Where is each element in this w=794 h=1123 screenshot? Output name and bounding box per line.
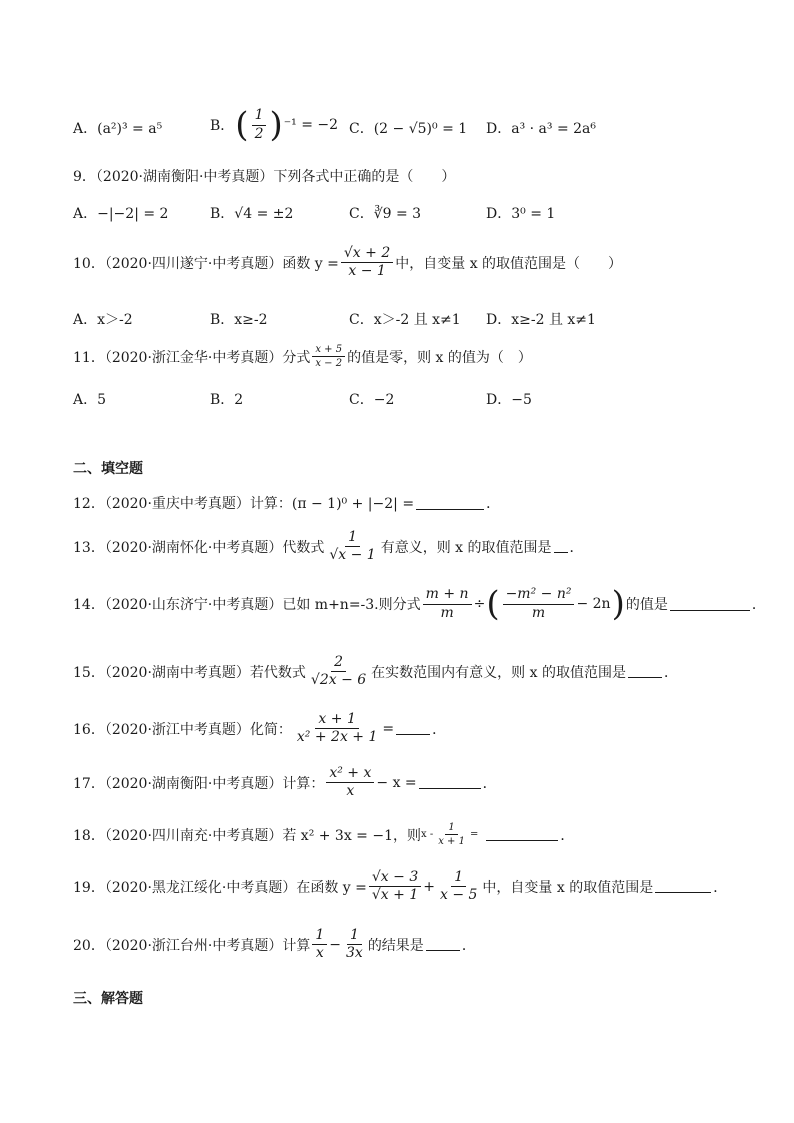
fraction-numerator: x + 1 [315, 712, 358, 729]
q19-stem [73, 870, 727, 904]
q13-suffix: 有意义，则 x 的取值范围是 [380, 539, 552, 556]
q12-end: ． [486, 496, 501, 512]
q16-stem [73, 712, 446, 746]
q15-end: ． [663, 664, 678, 681]
fraction-numerator: 1 [252, 108, 267, 125]
fraction-numerator: m + n [423, 587, 472, 604]
q13-stem [73, 530, 584, 564]
q11-option-d: D．−5 [486, 392, 532, 408]
q14-fraction-2 [503, 587, 575, 621]
q16-eq: = [382, 720, 395, 737]
q15-prefix: 15．（2020·湖南中考真题）若代数式 [73, 664, 306, 681]
q10-prefix: 10．（2020·四川遂宁·中考真题）函数 y = [73, 255, 339, 272]
q15-fraction [308, 655, 369, 689]
q8-option-b-tail: ⁻¹ = −2 [283, 117, 339, 133]
q20-prefix: 20．（2020·浙江台州·中考真题）计算 [73, 937, 311, 954]
q16-fraction [294, 712, 380, 746]
q14-end: ． [751, 597, 766, 613]
fraction-denominator: √x + 1 [371, 887, 419, 904]
fraction-numerator: 1 [347, 928, 362, 945]
fraction-denominator: m [531, 604, 546, 621]
q8-option-d: D．a³ · a³ = 2a⁶ [486, 121, 596, 137]
q14-prefix: 14．（2020·山东济宁·中考真题）已如 m+n=-3.则分式 [73, 597, 421, 613]
q9-stem: 9．（2020·湖南衡阳·中考真题）下列各式中正确的是（ ） [73, 169, 456, 185]
answer-blank[interactable] [416, 497, 484, 510]
q16-prefix: 16．（2020·浙江中考真题）化简： [73, 721, 292, 738]
q14-fraction-1 [423, 587, 472, 621]
q18-small-x: x - [421, 829, 434, 840]
q15-suffix: 在实数范围内有意义，则 x 的取值范围是 [371, 664, 626, 681]
q14-tail: − 2n [576, 596, 611, 612]
q11-option-b: B．2 [210, 392, 244, 408]
q9-option-c: C．∛9 = 3 [349, 206, 422, 222]
fraction-numerator: x² + x [326, 766, 374, 783]
q18-prefix: 18．（2020·四川南充·中考真题）若 x² + 3x = −1，则 [73, 827, 422, 844]
q15-stem [73, 655, 678, 689]
q10-fraction [341, 246, 393, 280]
q17-tail: − x = [376, 774, 417, 791]
fraction-denominator: x [315, 945, 324, 962]
q19-plus: + [423, 878, 435, 895]
q16-end: ． [432, 721, 447, 738]
fraction-denominator: m [440, 604, 454, 621]
q18-end: ． [560, 827, 575, 844]
q10-stem [73, 246, 622, 280]
fraction-denominator: √2x − 6 [310, 672, 367, 689]
q9-option-b: B．√4 = ±2 [210, 206, 294, 222]
fraction-denominator: x [346, 783, 355, 800]
q20-suffix: 的结果是 [367, 937, 424, 954]
fraction-denominator: x − 1 [348, 263, 386, 280]
q10-suffix: 中，自变量 x 的取值范围是（ ） [395, 255, 623, 272]
fraction-denominator: 3x [346, 945, 363, 962]
q19-fraction-1 [369, 870, 421, 904]
q19-fraction-2 [437, 870, 480, 904]
answer-blank[interactable] [419, 776, 481, 789]
answer-blank[interactable] [554, 540, 568, 553]
fraction-numerator: 1 [445, 822, 457, 835]
fraction-numerator: √x + 2 [341, 246, 393, 263]
q17-stem [73, 766, 497, 800]
q20-end: ． [461, 937, 476, 954]
q10-option-c: C．x＞-2 且 x≠1 [349, 312, 461, 328]
q11-suffix: 的值是零，则 x 的值为（ ） [347, 349, 532, 366]
q13-end: ． [569, 539, 584, 556]
fraction-denominator: x + 1 [438, 836, 465, 847]
q18-eq: = [469, 829, 479, 840]
section-heading-solve: 三、解答题 [73, 991, 143, 1007]
fraction-numerator: x + 5 [312, 344, 345, 357]
q20-stem [73, 928, 476, 962]
q14-stem: 14．（2020·山东济宁·中考真题）已如 m+n=-3.则分式 $\frac{m + n}{m}$ ÷ ( $\frac{\text{−m² − n²}}{m}$ − 2n ) 的值是 ． [73, 584, 766, 624]
q17-prefix: 17．（2020·湖南衡阳·中考真题）计算： [73, 775, 325, 792]
q20-minus: − [329, 936, 341, 953]
q14-div: ÷ [473, 596, 486, 612]
q20-fraction-1 [312, 928, 327, 962]
fraction-numerator: −m² − n² [503, 587, 575, 604]
q11-option-c: C．−2 [349, 392, 395, 408]
q13-fraction [326, 530, 378, 564]
fraction-denominator: x − 2 [315, 358, 343, 369]
answer-blank[interactable] [655, 880, 711, 893]
q13-prefix: 13．（2020·湖南怀化·中考真题）代数式 [73, 539, 325, 556]
q9-option-a: A．−|−2| = 2 [73, 206, 169, 222]
q11-fraction [312, 344, 345, 369]
q9-option-d: D．3⁰ = 1 [486, 206, 556, 222]
q10-option-a: A．x＞-2 [73, 312, 133, 328]
fraction-denominator: 2 [254, 125, 264, 142]
q11-prefix: 11．（2020·浙江金华·中考真题）分式 [73, 349, 311, 366]
fraction-numerator: √x − 3 [369, 870, 421, 887]
answer-blank[interactable] [628, 665, 662, 678]
fraction-numerator: 1 [345, 530, 360, 547]
fraction-denominator: x² + 2x + 1 [296, 729, 378, 746]
section-heading-fill-blank: 二、填空题 [73, 461, 143, 477]
answer-blank[interactable] [486, 828, 558, 841]
q12-text: 12．（2020·重庆中考真题）计算：(π − 1)⁰ + |−2| = [73, 496, 415, 512]
fraction-denominator: x − 5 [439, 887, 478, 904]
fraction-numerator: 1 [451, 870, 466, 887]
q17-fraction [326, 766, 374, 800]
q18-stem [73, 822, 574, 847]
answer-blank[interactable] [396, 722, 430, 735]
fraction-denominator: √x − 1 [329, 547, 376, 564]
answer-blank[interactable] [426, 938, 460, 951]
answer-blank[interactable] [670, 598, 750, 611]
q8-option-c: C．(2 − √5)⁰ = 1 [349, 121, 468, 137]
q10-option-d: D．x≥-2 且 x≠1 [486, 312, 596, 328]
q11-option-a: A．5 [73, 392, 107, 408]
q10-option-b: B．x≥-2 [210, 312, 268, 328]
q17-end: ． [482, 775, 497, 792]
q18-fraction [435, 822, 468, 847]
q8-option-b: B． ( $\frac{1}{2}$ ) ⁻¹ = −2 [210, 105, 339, 145]
q12-stem [73, 493, 500, 513]
q19-end: ． [713, 879, 728, 896]
q14-suffix: 的值是 [625, 597, 668, 613]
q20-fraction-2 [343, 928, 366, 962]
fraction-numerator: 1 [312, 928, 327, 945]
q8-option-b-label: B． [210, 118, 235, 134]
fraction-numerator: 2 [331, 655, 346, 672]
q8-option-a: A．(a²)³ = a⁵ [73, 121, 163, 137]
q19-suffix: 中，自变量 x 的取值范围是 [482, 879, 654, 896]
q11-stem [73, 344, 532, 369]
q19-prefix: 19．（2020·黑龙江绥化·中考真题）在函数 y = [73, 879, 367, 896]
q8-option-b-fraction [252, 108, 267, 142]
